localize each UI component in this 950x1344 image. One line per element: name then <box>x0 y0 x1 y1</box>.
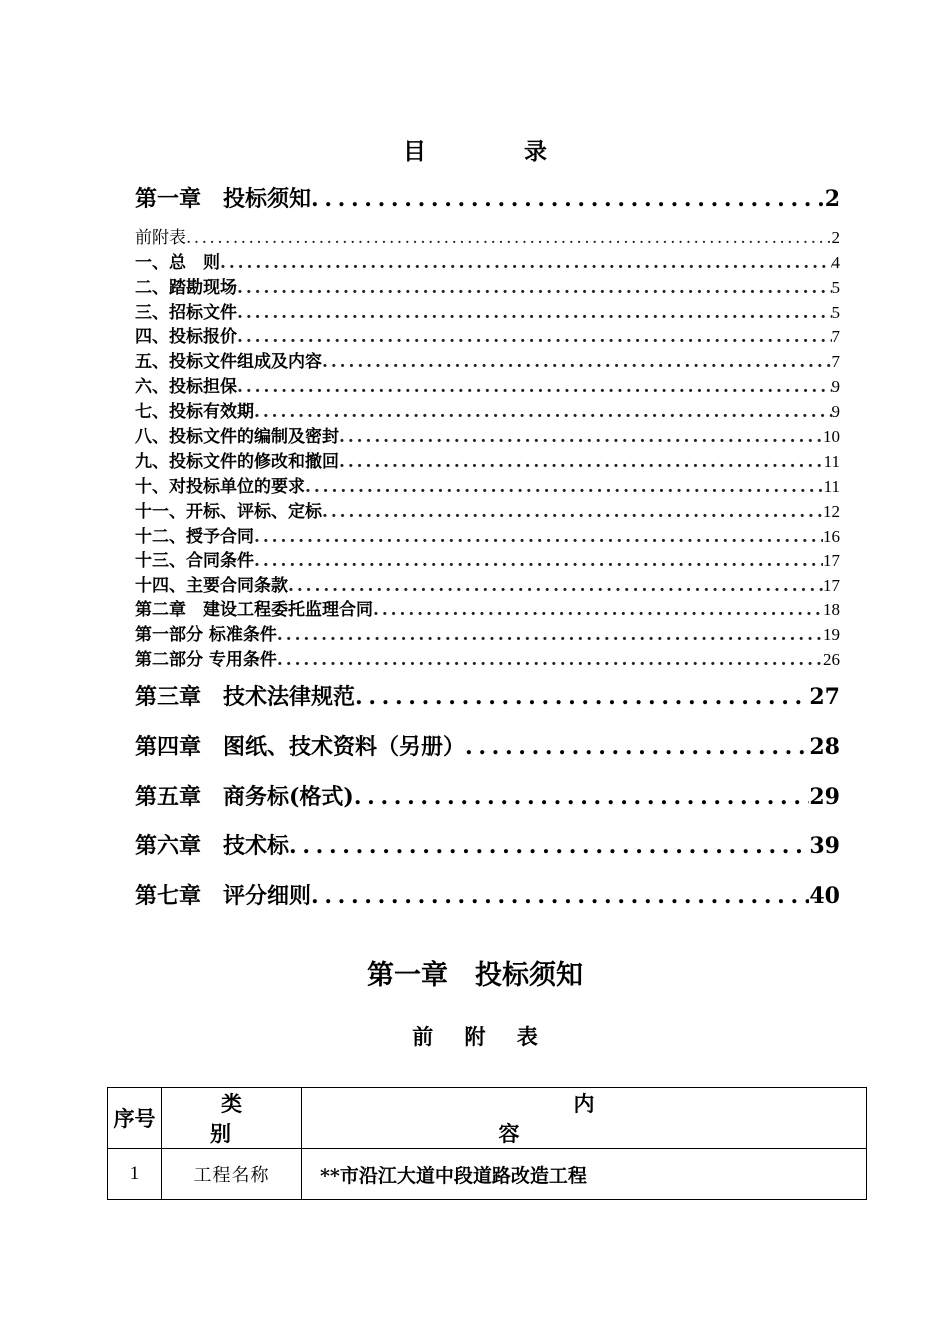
toc-entry[interactable] <box>135 301 840 325</box>
toc-entry-label: 第一部分 标准条件 <box>135 625 277 645</box>
toc-entry-page: 26 <box>823 650 840 669</box>
toc-entry-page: 40 <box>809 883 840 909</box>
toc-entry-chapter-3[interactable] <box>135 682 840 712</box>
toc-entry[interactable] <box>135 350 840 374</box>
toc-entry-label: 五、投标文件组成及内容 <box>135 352 322 372</box>
toc-entry[interactable] <box>135 525 840 549</box>
toc-entry-label: 十四、主要合同条款 <box>135 576 288 596</box>
toc-entry[interactable] <box>135 450 840 474</box>
toc-entry-page: 7 <box>831 352 840 371</box>
toc-entry-chapter-6[interactable] <box>135 831 840 861</box>
column-header-number: 序号 <box>108 1088 162 1149</box>
leader-dots <box>254 549 823 573</box>
leader-dots <box>311 881 809 911</box>
leader-dots <box>277 648 823 672</box>
leader-dots <box>289 831 809 861</box>
annex-table <box>107 1087 916 1200</box>
toc-entry[interactable] <box>135 251 840 275</box>
toc-entry-page: 17 <box>823 551 840 570</box>
leader-dots <box>237 276 832 300</box>
cell-content: **市沿江大道中段道路改造工程 <box>302 1149 867 1200</box>
toc-entry-page: 2 <box>824 186 840 212</box>
toc-entry-label: 一、总 则 <box>135 253 220 273</box>
leader-dots <box>237 325 832 349</box>
toc-entry-label: 十二、授予合同 <box>135 527 254 547</box>
toc-entry-label: 第四章 图纸、技术资料（另册） <box>135 734 466 760</box>
toc-entry-label: 第二部分 专用条件 <box>135 650 277 670</box>
column-header-content: 内 容 <box>302 1088 867 1149</box>
chapter-heading: 第一章 投标须知 <box>367 960 583 991</box>
toc-entry-label: 十三、合同条件 <box>135 551 254 571</box>
toc-entry-label: 前附表 <box>135 228 186 248</box>
toc-entry[interactable] <box>135 425 840 449</box>
toc-title: 目 录 <box>402 138 592 165</box>
toc-entry-page: 9 <box>831 402 840 421</box>
toc-entry-page: 5 <box>831 303 840 322</box>
toc-entry-label: 第一章 投标须知 <box>135 186 312 212</box>
toc-entry[interactable] <box>135 574 840 598</box>
toc-entry-label: 第七章 评分细则 <box>135 883 312 909</box>
leader-dots <box>254 400 832 424</box>
toc-entry-chapter-2[interactable] <box>135 598 840 622</box>
toc-entry[interactable] <box>135 325 840 349</box>
toc-entry-page: 27 <box>809 684 840 710</box>
toc-entry-label: 八、投标文件的编制及密封 <box>135 427 339 447</box>
toc-entry-label: 十一、开标、评标、定标 <box>135 502 322 522</box>
leader-dots <box>339 450 824 474</box>
toc-entry-page: 11 <box>823 452 840 471</box>
toc-entry-chapter-1[interactable] <box>135 184 840 214</box>
toc-entry-label: 第五章 商务标(格式) <box>135 784 354 810</box>
toc-entry[interactable] <box>135 400 840 424</box>
toc-entry-page: 10 <box>823 427 840 446</box>
cell-number: 1 <box>108 1149 162 1200</box>
toc-entry-page: 7 <box>831 327 840 346</box>
toc-entry-page: 16 <box>823 527 840 546</box>
leader-dots <box>237 301 832 325</box>
leader-dots <box>305 475 824 499</box>
toc-entry-label: 二、踏勘现场 <box>135 278 237 298</box>
toc-entry-page: 28 <box>809 734 840 760</box>
toc-entry-label: 六、投标担保 <box>135 377 237 397</box>
toc-entry-page: 12 <box>823 502 840 521</box>
toc-entry-page: 4 <box>831 253 840 272</box>
toc-entry-page: 29 <box>809 784 840 810</box>
toc-entry-chapter-5[interactable] <box>135 782 840 812</box>
toc-entry-page: 17 <box>823 576 840 595</box>
leader-dots <box>186 226 832 250</box>
leader-dots <box>322 350 832 374</box>
leader-dots <box>373 598 823 622</box>
toc-entry-page: 9 <box>831 377 840 396</box>
leader-dots <box>288 574 823 598</box>
leader-dots <box>322 500 823 524</box>
leader-dots <box>339 425 823 449</box>
toc-entry-chapter-7[interactable] <box>135 881 840 911</box>
toc-entry[interactable] <box>135 475 840 499</box>
toc-entry-page: 11 <box>823 477 840 496</box>
toc-entry-label: 三、招标文件 <box>135 303 237 323</box>
toc-entry[interactable] <box>135 648 840 672</box>
toc-entry-label: 第三章 技术法律规范 <box>135 684 356 710</box>
leader-dots <box>354 782 810 812</box>
toc-entry-label: 第二章 建设工程委托监理合同 <box>135 600 373 620</box>
leader-dots <box>237 375 832 399</box>
toc-entry[interactable] <box>135 549 840 573</box>
toc-entry-chapter-4[interactable] <box>135 732 840 762</box>
toc-entry-page: 18 <box>823 600 840 619</box>
toc-entry-label: 四、投标报价 <box>135 327 237 347</box>
toc-entry-page: 5 <box>831 278 840 297</box>
leader-dots <box>254 525 823 549</box>
toc-entry[interactable] <box>135 500 840 524</box>
leader-dots <box>277 623 823 647</box>
toc-entry-label: 九、投标文件的修改和撤回 <box>135 452 339 472</box>
toc-entry-page: 2 <box>831 228 840 247</box>
toc-entry[interactable] <box>135 226 840 250</box>
leader-dots <box>465 732 809 762</box>
toc-entry-label: 十、对投标单位的要求 <box>135 477 305 497</box>
toc-entry-label: 七、投标有效期 <box>135 402 254 422</box>
toc-entry-label: 第六章 技术标 <box>135 833 290 859</box>
toc-entry[interactable] <box>135 375 840 399</box>
table-header-row <box>108 1088 867 1149</box>
toc-entry-page: 19 <box>823 625 840 644</box>
leader-dots <box>355 682 809 712</box>
section-heading: 前 附 表 <box>412 1024 550 1049</box>
toc-entry-page: 39 <box>809 833 840 859</box>
cell-category: 工程名称 <box>162 1149 302 1200</box>
toc-entry[interactable] <box>135 276 840 300</box>
toc-entry[interactable] <box>135 623 840 647</box>
leader-dots <box>220 251 832 275</box>
table-row <box>108 1149 867 1200</box>
leader-dots <box>311 184 825 214</box>
column-header-category: 类 别 <box>162 1088 302 1149</box>
